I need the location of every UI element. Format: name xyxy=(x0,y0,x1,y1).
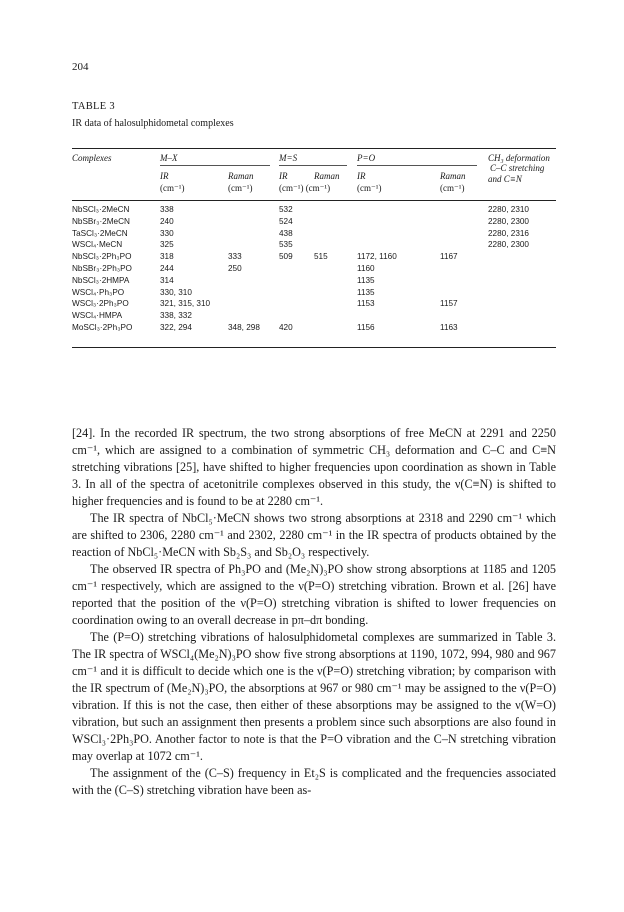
cell-complex: WSCl₄·Ph₃PO xyxy=(72,287,125,297)
table-bottom-rule xyxy=(72,347,556,348)
cell-po-raman: 1163 xyxy=(440,322,458,332)
cell-mx-raman: 348, 298 xyxy=(228,322,260,332)
mx-group-line xyxy=(160,165,270,166)
cell-mx-ir: 244 xyxy=(160,263,174,273)
cell-po-ir: 1172, 1160 xyxy=(357,252,397,262)
cell-complex: WSCl₄·HMPA xyxy=(72,311,123,321)
cell-po-raman xyxy=(440,240,488,252)
cell-ms-ir: 535 xyxy=(279,240,293,250)
cell-po-ir xyxy=(357,205,440,217)
table-row xyxy=(72,205,556,217)
cell-ch3-cn: 2280, 2300 xyxy=(488,216,529,226)
cell-complex: NbSCl₃·2HMPA xyxy=(72,275,130,285)
cell-ms-ir xyxy=(279,299,314,311)
cell-ch3-cn xyxy=(488,264,556,276)
cell-po-raman: 1157 xyxy=(440,299,458,309)
cell-ch3-cn: 2280, 2316 xyxy=(488,228,529,238)
cell-mx-ir: 325 xyxy=(160,240,174,250)
cell-ms-raman xyxy=(314,264,357,276)
cell-po-ir xyxy=(357,311,440,323)
cell-ms-ir: 509 xyxy=(279,252,293,262)
cell-ch3-cn xyxy=(488,311,556,323)
cell-ch3-cn xyxy=(488,252,556,264)
cell-ms-ir xyxy=(279,264,314,276)
cell-ms-ir: 438 xyxy=(279,228,293,238)
cell-po-ir: 1153 xyxy=(357,299,375,309)
cell-mx-ir: 318 xyxy=(160,252,174,262)
cell-ms-raman xyxy=(314,205,357,217)
table-row xyxy=(72,240,556,252)
header-cn: and C≡N xyxy=(488,174,522,184)
cell-mx-raman xyxy=(228,240,279,252)
paragraph-3: The observed IR spectra of Ph₃PO and (Me₂N)₃PO show strong absorptions at 1185 and 1205 cm⁻¹ respectively, which are assigned to the ν(P=O) stretching vibration. Brown et al. [26] have reported that the position of the ν(P=O) stretching vibration is shifted to lower frequencies on coordination owing to an overall decrease in pπ–dπ bonding. xyxy=(72,562,556,627)
header-complexes: Complexes xyxy=(72,153,112,163)
header-ms: M=S xyxy=(279,153,298,163)
cell-po-ir xyxy=(357,217,440,229)
paragraph-1: [24]. In the recorded IR spectrum, the two strong absorptions of free MeCN at 2291 and 2250 cm⁻¹, which are assigned to a combination of symmetric CH₃ deformation and C–C and C≡N stretching vibrations [25], have shifted to higher frequencies upon coordination as shown in Table 3. In all of the spectra of acetonitrile complexes observed in this study, the ν(C≡N) is shifted to higher frequencies and is found to be at 2280 cm⁻¹. xyxy=(72,426,556,508)
cell-mx-raman: 250 xyxy=(228,263,242,273)
table-row xyxy=(72,299,556,311)
cell-mx-ir: 321, 315, 310 xyxy=(160,299,211,309)
header-mx: M–X xyxy=(160,153,178,163)
cell-po-ir xyxy=(357,240,440,252)
ms-group-line xyxy=(279,165,347,166)
cell-mx-raman xyxy=(228,205,279,217)
cell-mx-ir: 338 xyxy=(160,205,174,214)
cell-po-raman xyxy=(440,264,488,276)
po-group-line xyxy=(357,165,477,166)
header-po: P=O xyxy=(357,153,376,163)
header-po-ir: IR xyxy=(357,171,366,181)
page-number: 204 xyxy=(72,61,89,73)
cell-ms-raman: 515 xyxy=(314,252,328,262)
cell-po-ir: 1156 xyxy=(357,322,375,332)
paragraph-2: The IR spectra of NbCl₅·MeCN shows two strong absorptions at 2318 and 2290 cm⁻¹ which are shifted to 2306, 2280 cm⁻¹ and 2302, 2280 cm⁻¹ in the IR spectra of products obtained by the reaction of NbCl₅·MeCN with Sb₂S₃ and Sb₂O₃ respectively. xyxy=(72,511,556,559)
cell-ms-raman xyxy=(314,240,357,252)
unit-po-ir: (cm⁻¹) xyxy=(357,183,382,193)
cell-po-ir: 1160 xyxy=(357,263,375,273)
table-row xyxy=(72,276,556,288)
cell-mx-ir: 240 xyxy=(160,216,174,226)
cell-mx-ir: 322, 294 xyxy=(160,322,192,332)
cell-mx-ir: 330 xyxy=(160,228,174,238)
cell-complex: WSCl₄·MeCN xyxy=(72,240,123,250)
table-caption: IR data of halosulphidometal complexes xyxy=(72,118,234,129)
table-label: TABLE 3 xyxy=(72,101,115,112)
cell-complex: NbSBr₃·2Ph₃PO xyxy=(72,263,132,273)
cell-mx-ir: 314 xyxy=(160,275,174,285)
cell-po-raman xyxy=(440,205,488,217)
cell-mx-raman xyxy=(228,276,279,288)
table-top-rule xyxy=(72,148,556,149)
cell-mx-raman xyxy=(228,288,279,300)
data-table xyxy=(72,205,556,335)
cell-complex: NbSCl₃·2Ph₃PO xyxy=(72,252,132,262)
cell-ms-ir xyxy=(279,288,314,300)
cell-ms-ir: 420 xyxy=(279,322,293,332)
table-row xyxy=(72,229,556,241)
table-header-rule xyxy=(72,200,556,201)
cell-ch3-cn xyxy=(488,323,556,335)
cell-ms-raman xyxy=(314,217,357,229)
cell-ms-ir xyxy=(279,311,314,323)
cell-po-ir: 1135 xyxy=(357,275,375,285)
cell-po-raman: 1167 xyxy=(440,252,458,262)
cell-ch3-cn xyxy=(488,288,556,300)
cell-po-raman xyxy=(440,229,488,241)
header-mx-raman: Raman xyxy=(228,171,254,181)
cell-ms-ir: 524 xyxy=(279,216,293,226)
cell-mx-ir: 338, 332 xyxy=(160,311,192,321)
cell-po-raman xyxy=(440,217,488,229)
cell-mx-raman: 333 xyxy=(228,252,242,262)
cell-ms-raman xyxy=(314,299,357,311)
unit-mx-raman: (cm⁻¹) xyxy=(228,183,253,193)
cell-po-raman xyxy=(440,276,488,288)
header-ms-ir: IR xyxy=(279,171,288,181)
cell-ms-ir xyxy=(279,276,314,288)
cell-mx-raman xyxy=(228,311,279,323)
cell-mx-ir: 330, 310 xyxy=(160,287,192,297)
header-cc: C–C stretching xyxy=(490,163,545,173)
cell-ch3-cn xyxy=(488,299,556,311)
cell-complex: NbSCl₃·2MeCN xyxy=(72,205,130,214)
cell-po-ir: 1135 xyxy=(357,287,375,297)
header-ch3: CH₃ deformation xyxy=(488,153,550,163)
table-row xyxy=(72,264,556,276)
cell-ch3-cn: 2280, 2310 xyxy=(488,205,529,214)
cell-mx-raman xyxy=(228,299,279,311)
cell-po-raman xyxy=(440,288,488,300)
cell-ms-raman xyxy=(314,276,357,288)
table-row xyxy=(72,288,556,300)
cell-complex: MoSCl₃·2Ph₃PO xyxy=(72,322,133,332)
header-po-raman: Raman xyxy=(440,171,466,181)
paragraph-4: The (P=O) stretching vibrations of halosulphidometal complexes are summarized in Table 3. The IR spectra of WSCl₄(Me₂N)₃PO show five strong absorptions at 1190, 1072, 994, 980 and 967 cm⁻¹ and it is difficult to decide which one is the ν(P=O) stretching vibration; by comparison with the IR spectrum of (Me₂N)₃PO, the absorptions at 967 or 980 cm⁻¹ may be assigned to the ν(P=O) vibration. If this is not the case, then either of these absorptions may be assigned to the ν(W=O) vibration, but such an assignment then presents a problem since such absorptions are also found in WSCl₃·2Ph₃PO. Another factor to note is that the P=O vibration and the C–N stretching vibration may overlap at 1072 cm⁻¹. xyxy=(72,630,556,763)
body-text xyxy=(72,425,556,799)
cell-ms-raman xyxy=(314,229,357,241)
cell-ms-raman xyxy=(314,288,357,300)
cell-ms-raman xyxy=(314,323,357,335)
cell-ch3-cn xyxy=(488,276,556,288)
table-row xyxy=(72,311,556,323)
cell-ch3-cn: 2280, 2300 xyxy=(488,240,529,250)
table-row xyxy=(72,252,556,264)
header-mx-ir: IR xyxy=(160,171,169,181)
table-row xyxy=(72,217,556,229)
table-body xyxy=(72,205,556,335)
cell-po-ir xyxy=(357,229,440,241)
header-ms-raman: Raman xyxy=(314,171,340,181)
table-row xyxy=(72,323,556,335)
cell-complex: TaSCl₃·2MeCN xyxy=(72,228,128,238)
cell-mx-raman xyxy=(228,229,279,241)
cell-po-raman xyxy=(440,311,488,323)
cell-complex: NbSBr₃·2MeCN xyxy=(72,216,130,226)
paragraph-5: The assignment of the (C–S) frequency in Et₂S is complicated and the frequencies associated with the (C–S) stretching vibration have been as- xyxy=(72,766,556,797)
cell-ms-ir: 532 xyxy=(279,205,293,214)
unit-ms: (cm⁻¹) (cm⁻¹) xyxy=(279,183,331,193)
cell-ms-raman xyxy=(314,311,357,323)
unit-po-raman: (cm⁻¹) xyxy=(440,183,465,193)
unit-mx-ir: (cm⁻¹) xyxy=(160,183,185,193)
cell-mx-raman xyxy=(228,217,279,229)
cell-complex: WSCl₃·2Ph₃PO xyxy=(72,299,129,309)
